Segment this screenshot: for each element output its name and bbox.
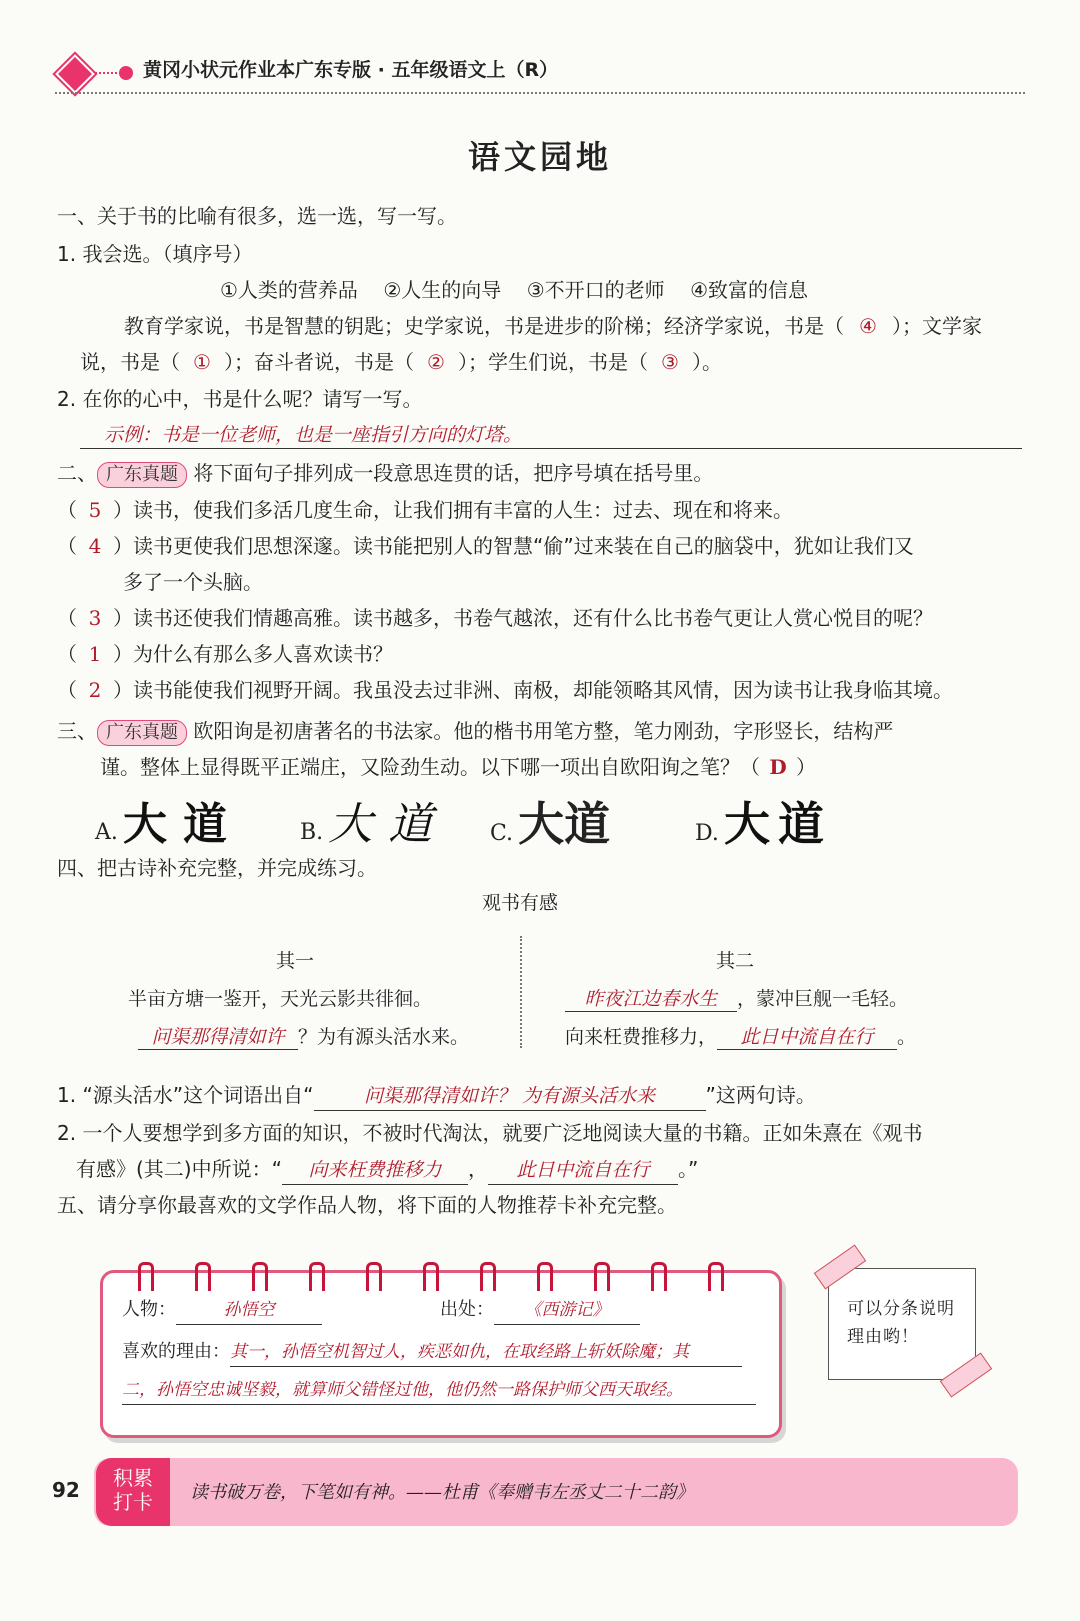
- page-title: 语文园地: [467, 138, 612, 176]
- section1-q1-label: 1. 我会选。（填序号）: [57, 242, 253, 266]
- poem-divider: [520, 936, 522, 1048]
- card-reason-row1: 喜欢的理由：其一，孙悟空机智过人，疾恶如仇，在取经路上斩妖除魔；其: [122, 1338, 742, 1367]
- answer-d: ③: [661, 350, 679, 374]
- section1-q2-answer: 示例：书是一位老师，也是一座指引方向的灯塔。: [104, 424, 523, 446]
- section4-q2-line1: 2. 一个人要想学到多方面的知识，不被时代淘汰，就要广泛地阅读大量的书籍。正如朱熹在《观书: [57, 1121, 923, 1145]
- header-connector: [95, 72, 117, 74]
- binder-ring-icon: [480, 1262, 496, 1291]
- binder-ring-icon: [252, 1262, 268, 1291]
- list-item: （ 2 ）读书能使我们视野开阔。我虽没去过非洲、南极，却能领略其风情，因为读书让我身临其境。: [57, 678, 953, 702]
- header: [55, 52, 1025, 94]
- choice-c: C. 大道: [490, 797, 611, 851]
- poem-one-title: 其一: [275, 950, 314, 972]
- list-item: （ 5 ）读书，使我们多活几度生命，让我们拥有丰富的人生：过去、现在和将来。: [57, 498, 793, 522]
- diamond-icon: [55, 54, 95, 94]
- list-item-continuation: 多了一个头脑。: [123, 570, 263, 594]
- answer-underline: [80, 448, 1022, 449]
- answer-b: ①: [193, 350, 211, 374]
- section3-line1: 三、 广东真题 欧阳询是初唐著名的书法家。他的楷书用笔方整，笔力刚劲，字形竖长，结构严: [57, 717, 893, 746]
- list-item: （ 3 ）读书还使我们情趣高雅。读书越多，书卷气越浓，还有什么比书卷气更让人赏心悦目的呢？: [57, 606, 933, 630]
- person-value: 孙悟空: [176, 1296, 322, 1325]
- card-source-row: 出处： 《西游记》: [440, 1296, 640, 1325]
- list-item: （ 4 ）读书更使我们思想深邃。读书能把别人的智慧“偷”过来装在自己的脑袋中，犹如让我们又: [57, 534, 914, 558]
- answer-d-choice: D: [769, 755, 787, 779]
- book-title: 黄冈小状元作业本广东专版 · 五年级语文上（R）: [143, 59, 559, 81]
- accumulate-badge: [96, 1458, 170, 1526]
- poem-one-line2: 问渠那得清如许 ？为有源头活水来。: [110, 1022, 510, 1050]
- binder-ring-icon: [651, 1262, 667, 1291]
- calligraphy-choices: [95, 788, 975, 851]
- section2-heading: 二、 广东真题 将下面句子排列成一段意思连贯的话，把序号填在括号里。: [57, 459, 713, 488]
- binder-ring-icon: [708, 1262, 724, 1291]
- source-value: 《西游记》: [494, 1296, 640, 1325]
- tape-icon: [814, 1244, 866, 1289]
- header-divider: [55, 92, 1025, 94]
- section4-heading: 四、把古诗补充完整，并完成练习。: [57, 856, 377, 880]
- section1-q2-label: 2. 在你的心中，书是什么呢？请写一写。: [57, 387, 423, 411]
- answer-c: ②: [427, 350, 445, 374]
- list-item: （ 1 ）为什么有那么多人喜欢读书？: [57, 642, 393, 666]
- guangdong-exam-tag: 广东真题: [97, 462, 187, 488]
- answer-a: ④: [859, 314, 877, 338]
- binder-ring-icon: [537, 1262, 553, 1291]
- card-person-row: 人物： 孙悟空: [122, 1296, 322, 1325]
- ordering-list: [57, 496, 1037, 712]
- poem-two: [565, 946, 1025, 1050]
- badge-line2: 打卡: [113, 1490, 153, 1514]
- poem-two-line1: 昨夜江边春水生 ，蒙冲巨舰一毛轻。: [565, 984, 1025, 1022]
- binder-ring-icon: [423, 1262, 439, 1291]
- guangdong-exam-tag: 广东真题: [97, 720, 187, 746]
- section4-q1: 1. “源头活水”这个词语出自“ 问渠那得清如许？ 为有源头活水来 ”这两句诗。: [57, 1081, 816, 1111]
- badge-line1: 积累: [113, 1466, 153, 1490]
- poem-one-line1: 半亩方塘一鉴开，天光云影共徘徊。: [128, 988, 433, 1010]
- poem-two-title: 其二: [715, 950, 754, 972]
- section1-heading: 一、关于书的比喻有很多，选一选，写一写。: [57, 204, 457, 228]
- tape-icon: [940, 1352, 992, 1397]
- binder-ring-icon: [138, 1262, 154, 1291]
- footer-quote: 读书破万卷，下笔如有神。——杜甫《奉赠韦左丞丈二十二韵》: [190, 1482, 694, 1503]
- page-number: 92: [52, 1478, 80, 1502]
- section1-options: ①人类的营养品 ②人生的向导 ③不开口的老师 ④致富的信息: [220, 278, 809, 302]
- section3-line2: 谨。整体上显得既平正端庄，又险劲生动。以下哪一项出自欧阳询之笔？（ D ）: [100, 755, 816, 779]
- section1-paragraph-line1: 教育学家说，书是智慧的钥匙；史学家说，书是进步的阶梯；经济学家说，书是（ ④ ）；文学家: [124, 314, 982, 338]
- tip-text: 可以分条说明理由哟！: [847, 1299, 955, 1347]
- choice-b: B. 大道: [300, 799, 449, 850]
- section1-paragraph-line2: 说，书是（ ① ）；奋斗者说，书是（ ② ）；学生们说，书是（ ③ ）。: [80, 350, 722, 374]
- section4-q2-line2: 有感》(其二)中所说：“ 向来枉费推移力 ， 此日中流自在行 。”: [76, 1155, 698, 1185]
- tip-note: [828, 1268, 976, 1380]
- poem-two-line2: 向来枉费推移力， 此日中流自在行 。: [565, 1022, 1025, 1050]
- binder-ring-icon: [594, 1262, 610, 1291]
- choice-d: D. 大道: [695, 797, 832, 851]
- poem-title: 观书有感: [481, 892, 558, 914]
- binder-ring-icon: [309, 1262, 325, 1291]
- binder-ring-icon: [195, 1262, 211, 1291]
- section5-heading: 五、请分享你最喜欢的文学作品人物，将下面的人物推荐卡补充完整。: [57, 1193, 677, 1217]
- poem-one: [110, 946, 510, 1050]
- card-reason-row2: 二，孙悟空忠诚坚毅，就算师父错怪过他，他仍然一路保护师父西天取经。: [122, 1374, 756, 1405]
- dot-icon: [119, 66, 133, 80]
- choice-a: A. 大道: [95, 799, 243, 850]
- binder-ring-icon: [366, 1262, 382, 1291]
